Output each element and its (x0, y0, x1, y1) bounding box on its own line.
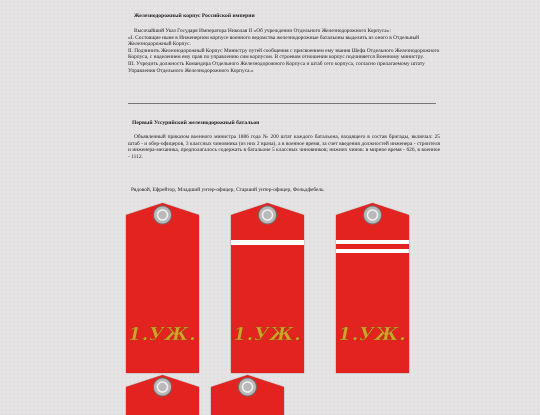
battalion-paragraph: Объявленный приказом военного министра 1886 года № 200 штат каждого батальона, входящего в состав бригады, включал: 25 штаб - и обер-офицеров, 3 классных чиновника (из них 2 врача), а в военное время, за счет введения должностей инженера - строителя и инженера-механика, предполагалось содержать в батальоне 5 классных чиновников; нижних чинов: в мирное время - 626, в военное - 1112. (128, 134, 440, 160)
shoulder-strap-senior-nco (126, 375, 199, 415)
decree-text (128, 28, 440, 74)
ranks-caption: Рядовой, Ефрейтор, Младший унтер-офицер, Старший унтер-офицер, Фельдфебель (131, 187, 324, 193)
shoulder-strap-sergeant-major (211, 375, 284, 415)
strap-cipher: 1.УЖ. (233, 324, 302, 345)
rank-stripe (336, 249, 409, 253)
shoulder-strap-image (336, 203, 409, 373)
shoulder-strap-image (211, 375, 284, 415)
shoulder-strap-private (126, 203, 199, 373)
rank-stripe (231, 240, 304, 245)
decree-item-3: III. Учредить должность Командира Отдельного Железнодорожного Корпуса и штаб сего корпуса, согласно прилагаемому штату Управления Отдельного Железнодорожного Корпуса.» (128, 60, 425, 74)
shoulder-strap-lance-corporal (231, 203, 304, 373)
decree-item-1: «I. Состоящие ныне в Инженерном корпусе военного ведомства железнодорожные батальоны выделить из оного в Отдельный Железнодорожный Корпус. (128, 34, 420, 48)
shoulder-strap-image (126, 375, 199, 415)
strap-cipher: 1.УЖ. (338, 324, 407, 345)
section-title-railway-corps: Железнодорожный корпус Российской империи (134, 13, 255, 19)
strap-cipher: 1.УЖ. (128, 324, 197, 345)
rank-stripe (336, 240, 409, 244)
section-title-ussuri-battalion: Первый Уссурийский железнодорожный батальон (132, 120, 260, 126)
shoulder-strap-image (231, 203, 304, 373)
divider (128, 103, 436, 104)
shoulder-strap-junior-nco (336, 203, 409, 373)
decree-intro: Высочайший Указ Государя Императора Николая II «Об учреждении Отдельного Железнодорожного Корпуса»: (134, 28, 391, 34)
decree-item-2: II. Подчинить Железнодорожный Корпус Министру путей сообщения с присвоением ему звания Шефа Отдельного Железнодорожного Корпуса, с наделением ему прав по управлению сим корпусом. В строевом отношении корпус подчиняется Военному министру. (128, 47, 440, 61)
shoulder-strap-image (126, 203, 199, 373)
